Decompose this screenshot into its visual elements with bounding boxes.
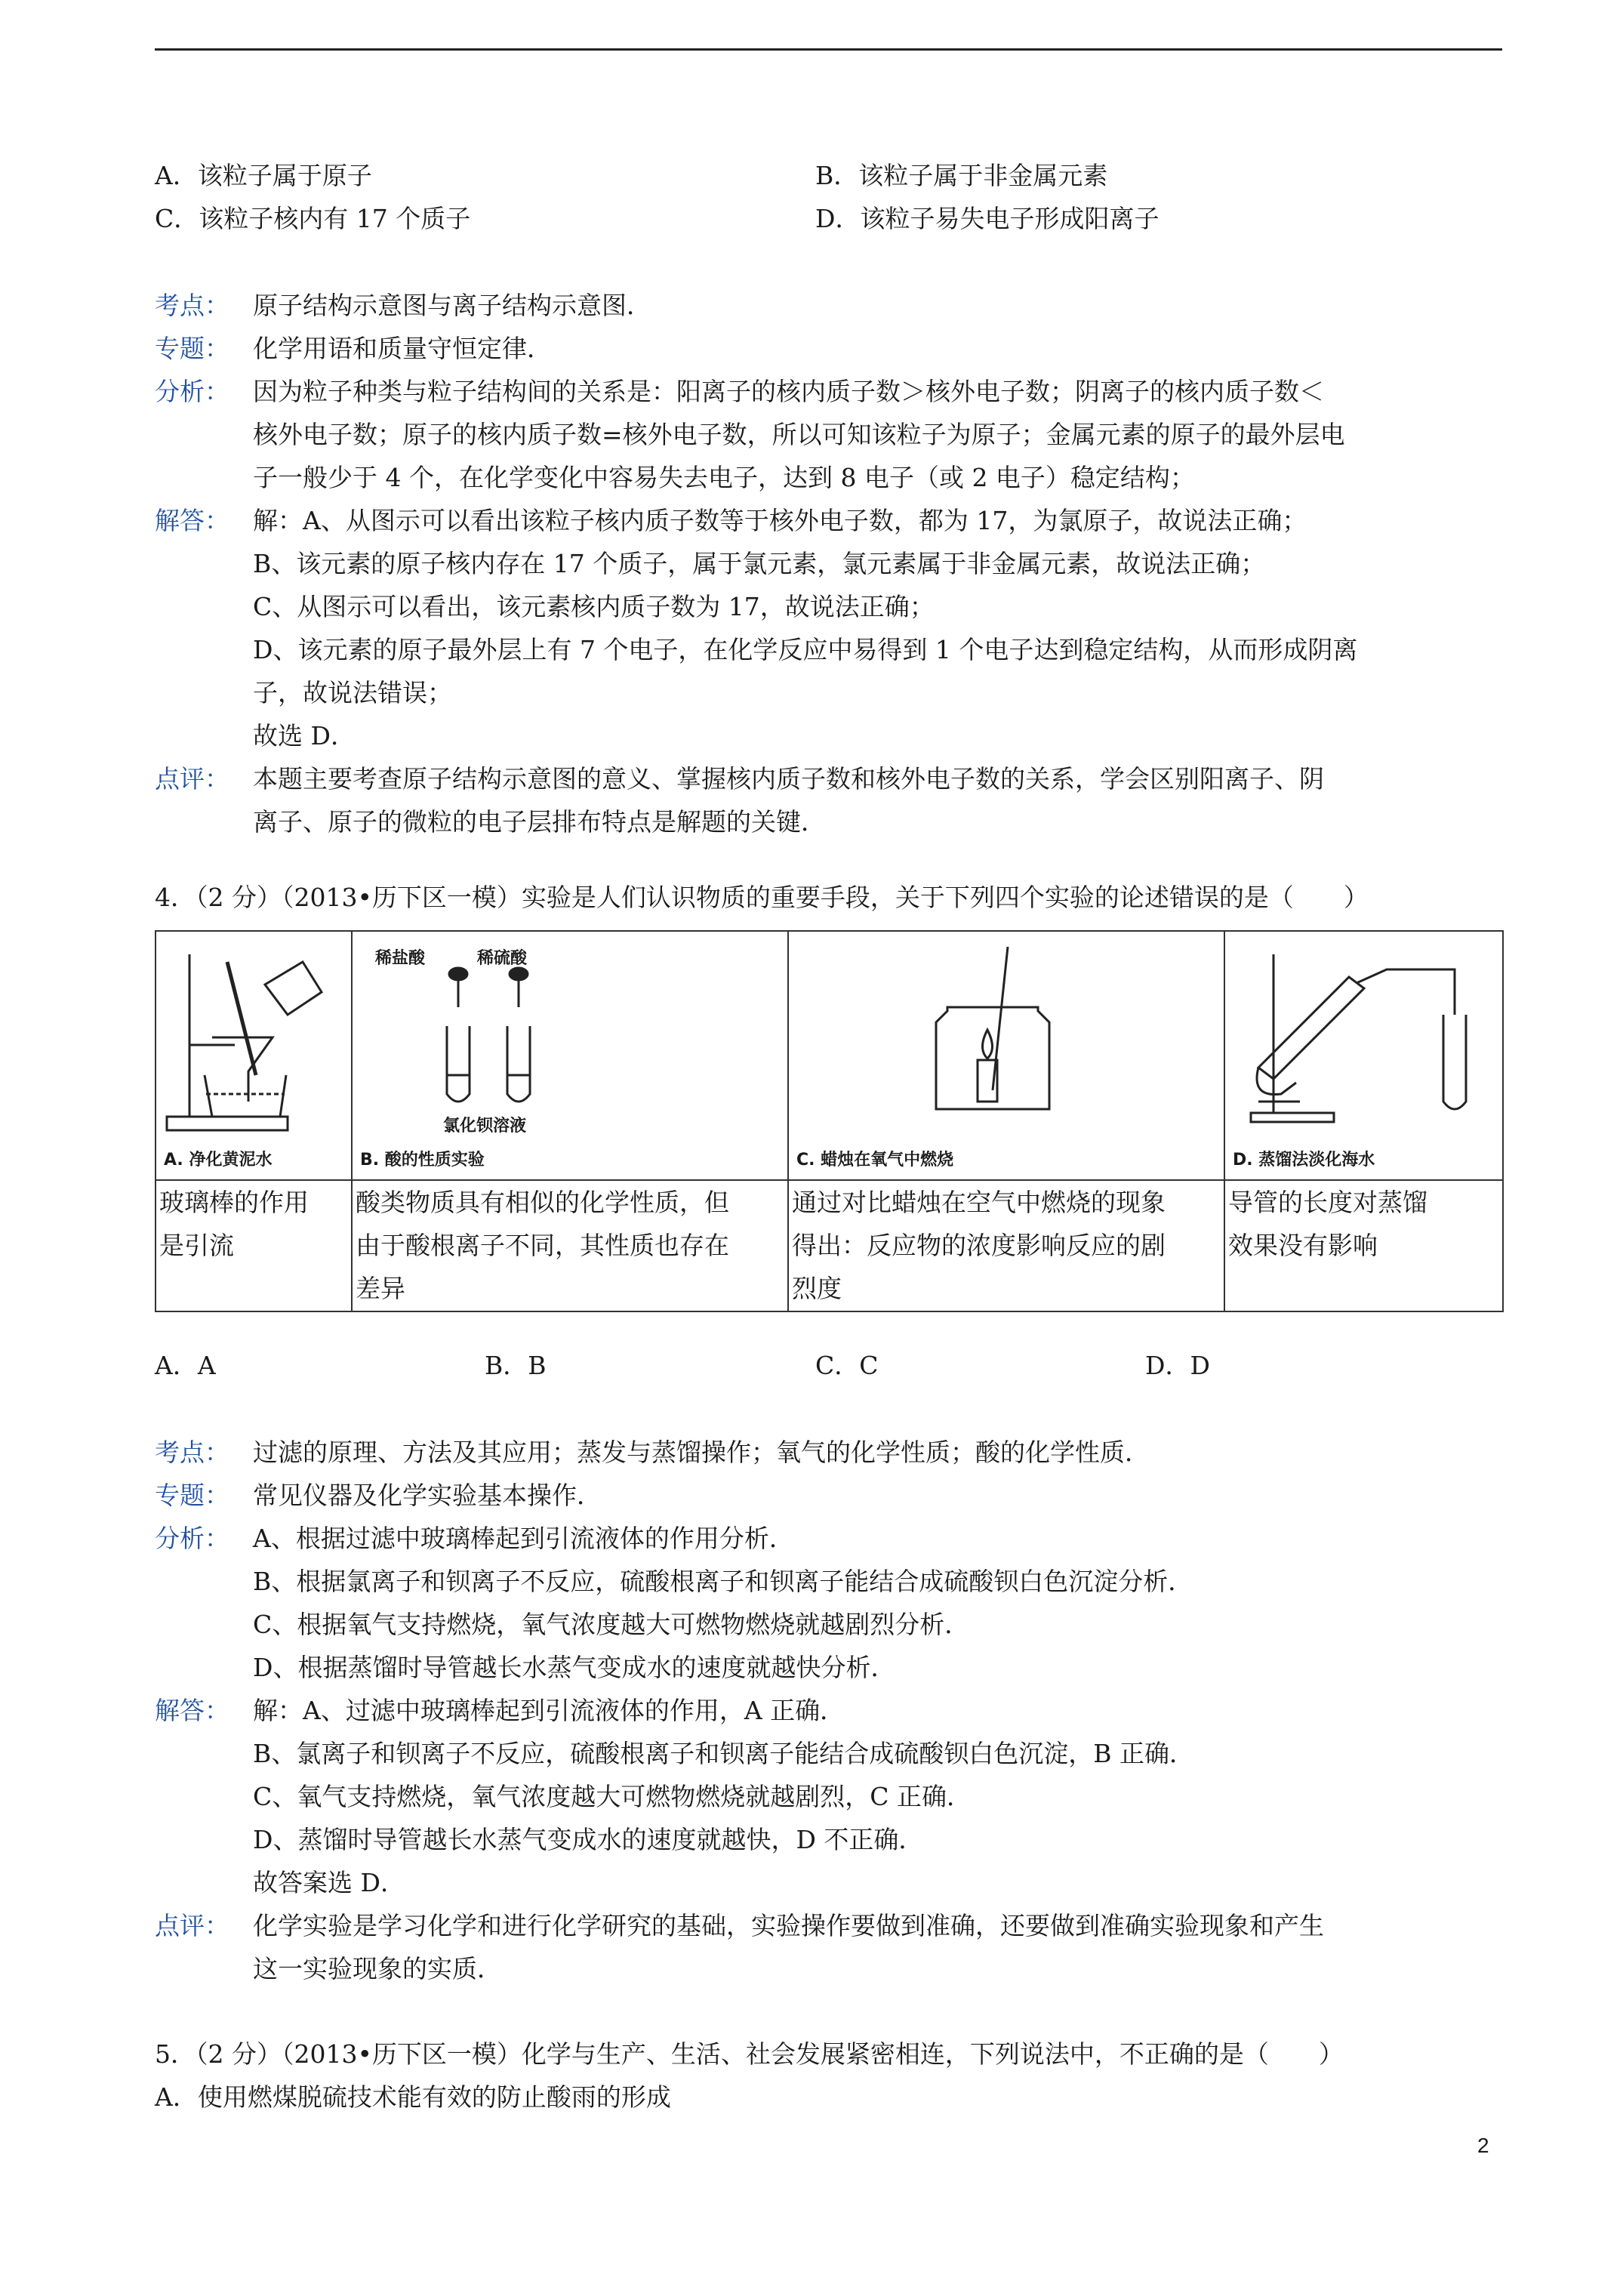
fenxi-line: 核外电子数；原子的核内质子数=核外电子数，所以可知该粒子为原子；金属元素的原子的最外层电: [253, 420, 1345, 449]
fenxi-line: 子一般少于 4 个，在化学变化中容易失去电子，达到 8 电子（或 2 电子）稳定结构；: [253, 463, 1195, 492]
caption-a: A. 净化黄泥水: [164, 1151, 273, 1170]
label-h2so4: 稀硫酸: [477, 949, 528, 968]
jieda-line: D、蒸馏时导管越长水蒸气变成水的速度就越快，D 不正确．: [253, 1825, 924, 1854]
jieda-line: 子，故说法错误；: [253, 678, 452, 707]
statement-b-line: 由于酸根离子不同，其性质也存在: [356, 1231, 729, 1260]
distillation-apparatus-icon: [1228, 932, 1500, 1128]
statement-b: [352, 1180, 788, 1311]
page-number: 2: [1477, 2134, 1489, 2157]
fenxi-line: D、根据蒸馏时导管越长水蒸气变成水的速度就越快分析．: [253, 1653, 896, 1682]
fenxi-line: B、根据氯离子和钡离子不反应，硫酸根离子和钡离子能结合成硫酸钡白色沉淀分析．: [253, 1567, 1193, 1596]
jieda-label: 解答：: [155, 1696, 229, 1725]
statement-d-line: 效果没有影响: [1228, 1231, 1378, 1260]
test-tubes-icon: [368, 962, 594, 1136]
q3-option-d: D．该粒子易失电子形成阳离子: [815, 204, 1160, 233]
experiment-d-image: [1224, 931, 1503, 1180]
statement-d-line: 导管的长度对蒸馏: [1228, 1188, 1427, 1217]
statement-c-line: 烈度: [792, 1274, 842, 1303]
fenxi-label: 分析：: [155, 1524, 229, 1553]
fenxi-line: 因为粒子种类与粒子结构间的关系是：阳离子的核内质子数＞核外电子数；阴离子的核内质子数＜: [253, 377, 1324, 406]
q5-option-a: A．使用燃煤脱硫技术能有效的防止酸雨的形成: [155, 2082, 671, 2112]
jieda-line: B、该元素的原子核内存在 17 个质子，属于氯元素，氯元素属于非金属元素，故说法正确；: [253, 549, 1266, 578]
statement-c-line: 得出：反应物的浓度影响反应的剧: [792, 1231, 1166, 1260]
caption-d: D. 蒸馏法淡化海水: [1233, 1151, 1375, 1170]
q4-option-a: A．A: [155, 1351, 216, 1380]
caption-b: B. 酸的性质实验: [360, 1151, 485, 1170]
jieda-line: 解：A、过滤中玻璃棒起到引流液体的作用，A 正确．: [253, 1696, 845, 1725]
q4-stem: 4．（2 分）（2013•历下区一模）实验是人们认识物质的重要手段，关于下列四个实验的论述错误的是（ ）: [155, 883, 1369, 912]
header-rule: [155, 48, 1502, 51]
caption-c: C. 蜡烛在氧气中燃烧: [796, 1151, 954, 1170]
filtration-apparatus-icon: [159, 932, 348, 1173]
jieda-line: 解：A、从图示可以看出该粒子核内质子数等于核外电子数，都为 17，为氯原子，故说法正确；: [253, 506, 1307, 535]
jieda-line: C、从图示可以看出，该元素核内质子数为 17，故说法正确；: [253, 592, 935, 621]
statement-a: [156, 1180, 352, 1311]
kaodian-text: 过滤的原理、方法及其应用；蒸发与蒸馏操作；氧气的化学性质；酸的化学性质．: [253, 1438, 1150, 1467]
q4-option-b: B．B: [485, 1351, 547, 1380]
experiment-b-image: [352, 931, 788, 1180]
fenxi-line: A、根据过滤中玻璃棒起到引流液体的作用分析．: [253, 1524, 794, 1553]
q3-option-a: A．该粒子属于原子: [155, 161, 372, 190]
q4-option-d: D．D: [1145, 1351, 1210, 1380]
jieda-line: 故选 D．: [253, 721, 356, 750]
dianping-line: 这一实验现象的实质．: [253, 1954, 502, 1983]
fenxi-label: 分析：: [155, 377, 229, 406]
jieda-line: C、氧气支持燃烧，氧气浓度越大可燃物燃烧就越剧烈，C 正确．: [253, 1782, 972, 1811]
label-bacl2: 氯化钡溶液: [443, 1117, 527, 1136]
candle-jar-icon: [864, 939, 1091, 1120]
zhuanti-label: 专题：: [155, 334, 229, 363]
kaodian-text: 原子结构示意图与离子结构示意图．: [253, 291, 651, 320]
statement-c-line: 通过对比蜡烛在空气中燃烧的现象: [792, 1188, 1166, 1217]
dianping-label: 点评：: [155, 764, 229, 794]
label-hcl: 稀盐酸: [375, 949, 426, 968]
statement-c: [788, 1180, 1224, 1311]
kaodian-label: 考点：: [155, 291, 229, 320]
dianping-line: 本题主要考查原子结构示意图的意义、掌握核内质子数和核外电子数的关系，学会区别阳离子、阴: [253, 764, 1324, 794]
zhuanti-text: 化学用语和质量守恒定律．: [253, 334, 552, 363]
dianping-line: 离子、原子的微粒的电子层排布特点是解题的关键．: [253, 807, 826, 837]
experiment-c-image: [788, 931, 1224, 1180]
statement-a-line: 是引流: [159, 1231, 234, 1260]
jieda-line: 故答案选 D．: [253, 1868, 405, 1897]
q4-option-c: C．C: [815, 1351, 879, 1380]
statement-b-line: 差异: [356, 1274, 405, 1303]
q5-stem: 5．（2 分）（2013•历下区一模）化学与生产、生活、社会发展紧密相连，下列说法中，不正确的是（ ）: [155, 2039, 1344, 2069]
jieda-line: D、该元素的原子最外层上有 7 个电子，在化学反应中易得到 1 个电子达到稳定结构，从而形成阴离: [253, 635, 1358, 664]
fenxi-line: C、根据氧气支持燃烧，氧气浓度越大可燃物燃烧就越剧烈分析．: [253, 1610, 970, 1639]
zhuanti-label: 专题：: [155, 1481, 229, 1510]
statement-b-line: 酸类物质具有相似的化学性质，但: [356, 1188, 729, 1217]
q3-option-b: B．该粒子属于非金属元素: [815, 161, 1108, 190]
zhuanti-text: 常见仪器及化学实验基本操作．: [253, 1481, 602, 1510]
kaodian-label: 考点：: [155, 1438, 229, 1467]
statement-d: [1224, 1180, 1503, 1311]
dianping-label: 点评：: [155, 1911, 229, 1940]
statement-a-line: 玻璃棒的作用: [159, 1188, 309, 1217]
q4-experiment-table: [155, 930, 1504, 1312]
dianping-line: 化学实验是学习化学和进行化学研究的基础，实验操作要做到准确，还要做到准确实验现象和产生: [253, 1911, 1324, 1940]
experiment-a-image: [156, 931, 352, 1180]
q3-option-c: C．该粒子核内有 17 个质子: [155, 204, 471, 233]
jieda-line: B、氯离子和钡离子不反应，硫酸根离子和钡离子能结合成硫酸钡白色沉淀，B 正确．: [253, 1739, 1194, 1768]
jieda-label: 解答：: [155, 506, 229, 535]
